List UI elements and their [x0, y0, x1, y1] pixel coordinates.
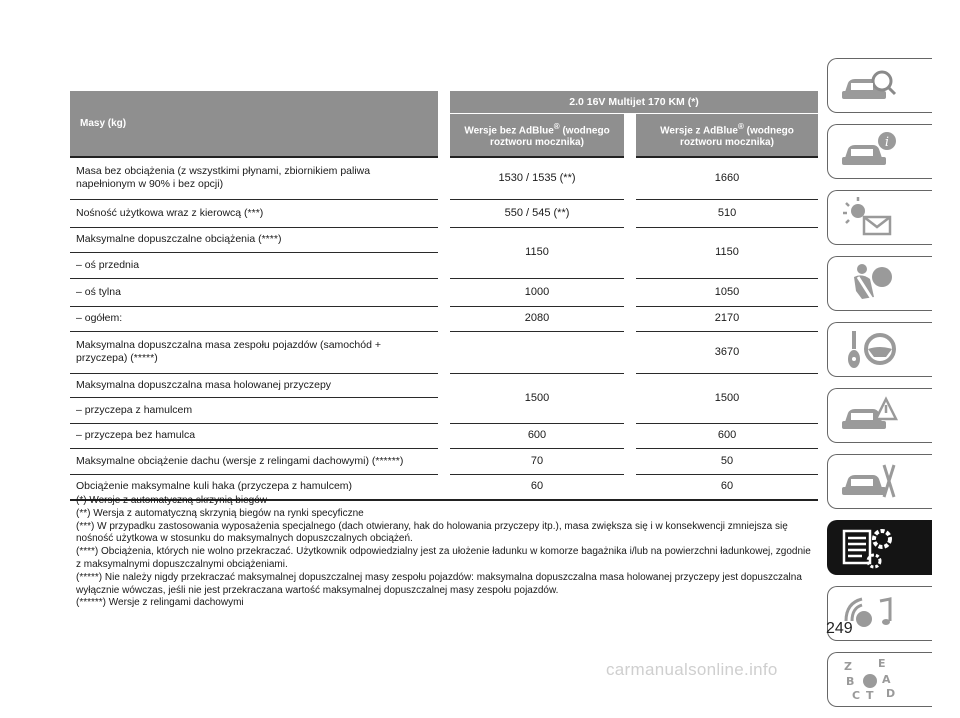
header-gap-2: [624, 114, 636, 158]
chapter-tab-maintenance[interactable]: [827, 454, 932, 509]
row-sub-label: – przyczepa z hamulcem: [70, 397, 438, 423]
value-with-adblue: 600: [636, 423, 818, 448]
mass-spec-table: [70, 91, 818, 501]
value-with-adblue: 510: [636, 199, 818, 227]
footnote: (******) Wersje z relingami dachowymi: [76, 597, 244, 609]
chapter-tab-dashboard[interactable]: [827, 58, 932, 113]
row-label: Maksymalna dopuszczalna masa holowanej przyczepy: [70, 373, 438, 397]
footnote: (***) W przypadku zastosowania wyposażenia specjalnego (dach otwierany, hak do holowania przyczepy itp.), masa zwiększa się i w konsekwencji zmniejsza się nośność użytkowa w stosunku do maksymalnych dopuszczalnych obciążeń.: [76, 520, 788, 545]
row-sub-label: – oś przednia: [70, 252, 438, 278]
chapter-tab-safety[interactable]: [827, 256, 932, 311]
value-without-adblue: 60: [450, 474, 624, 500]
svg-text:D: D: [886, 687, 896, 700]
value-without-adblue: 600: [450, 423, 624, 448]
row-label: Obciążenie maksymalne kuli haka (przyczepa z hamulcem): [70, 474, 438, 500]
value-without-adblue: 550 / 545 (**): [450, 199, 624, 227]
watermark: carmanualsonline.info: [606, 660, 778, 679]
value-without-adblue: 1150: [450, 227, 624, 278]
car-info-icon: [838, 129, 898, 174]
airbag-seatbelt-icon: [838, 261, 898, 306]
alphabetical-index-icon: [838, 657, 898, 702]
table-row: [70, 423, 818, 448]
chapter-tab-vehicle-info[interactable]: [827, 124, 932, 179]
row-label: – oś tylna: [70, 278, 438, 306]
footnote: (*****) Nie należy nigdy przekraczać maksymalnej dopuszczalnej masy zespołu pojazdów: maksymalna dopuszczalna masa holowanej przyczepy jest dopuszczalna wyłącznie wówczas, jeśli nie jest przekraczana wartość maksymalnej dopuszczalnej masy zespołu pojazdów.: [76, 571, 802, 596]
table-row: [70, 373, 818, 397]
value-without-adblue: [450, 331, 624, 373]
row-label: Maksymalna dopuszczalna masa zespołu pojazdów (samochód + przyczepa) (*****): [70, 331, 438, 373]
footnote: (*) Wersje z automatyczną skrzynią biegów: [76, 495, 267, 506]
chapter-tabs: [827, 58, 932, 718]
footnote: (**) Wersja z automatyczną skrzynią biegów na rynki specyficzne: [76, 507, 364, 519]
value-with-adblue: 50: [636, 448, 818, 474]
key-steering-wheel-icon: [838, 327, 898, 372]
car-search-icon: [838, 63, 898, 108]
chapter-tab-emergency[interactable]: [827, 388, 932, 443]
footnotes: [76, 495, 818, 610]
value-with-adblue: 1050: [636, 278, 818, 306]
warning-lights-message-icon: [838, 195, 898, 240]
svg-text:A: A: [882, 673, 891, 686]
chapter-tab-warning-lights[interactable]: [827, 190, 932, 245]
row-label: Maksymalne dopuszczalne obciążenia (****): [70, 227, 438, 252]
table-row: [70, 199, 818, 227]
without-adblue-header: Wersje bez AdBlue® (wodnego roztworu mocznika): [450, 114, 624, 158]
svg-text:C: C: [852, 689, 861, 702]
table-row: [70, 157, 818, 199]
value-with-adblue: 1500: [636, 373, 818, 423]
header-gap: [438, 91, 450, 157]
chapter-tab-starting-driving[interactable]: [827, 322, 932, 377]
value-without-adblue: 2080: [450, 306, 624, 331]
table-row: [70, 227, 818, 252]
row-label: – ogółem:: [70, 306, 438, 331]
value-with-adblue: 1660: [636, 157, 818, 199]
table-row: [70, 306, 818, 331]
engine-header: 2.0 16V Multijet 170 KM (*): [450, 91, 818, 114]
value-without-adblue: 70: [450, 448, 624, 474]
table-row: [70, 448, 818, 474]
mass-column-header: Masy (kg): [70, 91, 438, 157]
value-without-adblue: 1500: [450, 373, 624, 423]
row-label: Maksymalne obciążenie dachu (wersje z relingami dachowymi) (******): [70, 448, 438, 474]
value-without-adblue: 1530 / 1535 (**): [450, 157, 624, 199]
value-with-adblue: 60: [636, 474, 818, 500]
svg-text:Z: Z: [844, 660, 852, 673]
svg-text:T: T: [866, 689, 874, 702]
footnote: (****) Obciążenia, których nie wolno przekraczać. Użytkownik odpowiedzialny jest za ułożenie ładunku w komorze bagażnika i/lub na powierzchni ładunkowej, zgodnie z maksymalnymi dopuszczalnymi obciążeniami.: [76, 546, 811, 570]
chapter-tab-technical-data[interactable]: [827, 520, 932, 575]
value-with-adblue: 2170: [636, 306, 818, 331]
with-adblue-header: Wersje z AdBlue® (wodnego roztworu mocznika): [636, 114, 818, 158]
table-row: [70, 331, 818, 373]
table-row: [70, 278, 818, 306]
row-label: – przyczepa bez hamulca: [70, 423, 438, 448]
row-label: Masa bez obciążenia (z wszystkimi płynami, zbiornikiem paliwa napełnionym w 90% i bez opcji): [70, 157, 438, 199]
car-emergency-icon: [838, 393, 898, 438]
car-service-tools-icon: [838, 459, 898, 504]
svg-text:E: E: [878, 657, 886, 670]
row-label: Nośność użytkowa wraz z kierowcą (***): [70, 199, 438, 227]
technical-data-gear-icon: [838, 525, 898, 570]
svg-text:B: B: [846, 675, 855, 688]
svg-text:i: i: [884, 135, 890, 150]
chapter-tab-index[interactable]: [827, 652, 932, 707]
page-number: 249: [826, 620, 853, 637]
value-with-adblue: 1150: [636, 227, 818, 278]
value-with-adblue: 3670: [636, 331, 818, 373]
value-without-adblue: 1000: [450, 278, 624, 306]
